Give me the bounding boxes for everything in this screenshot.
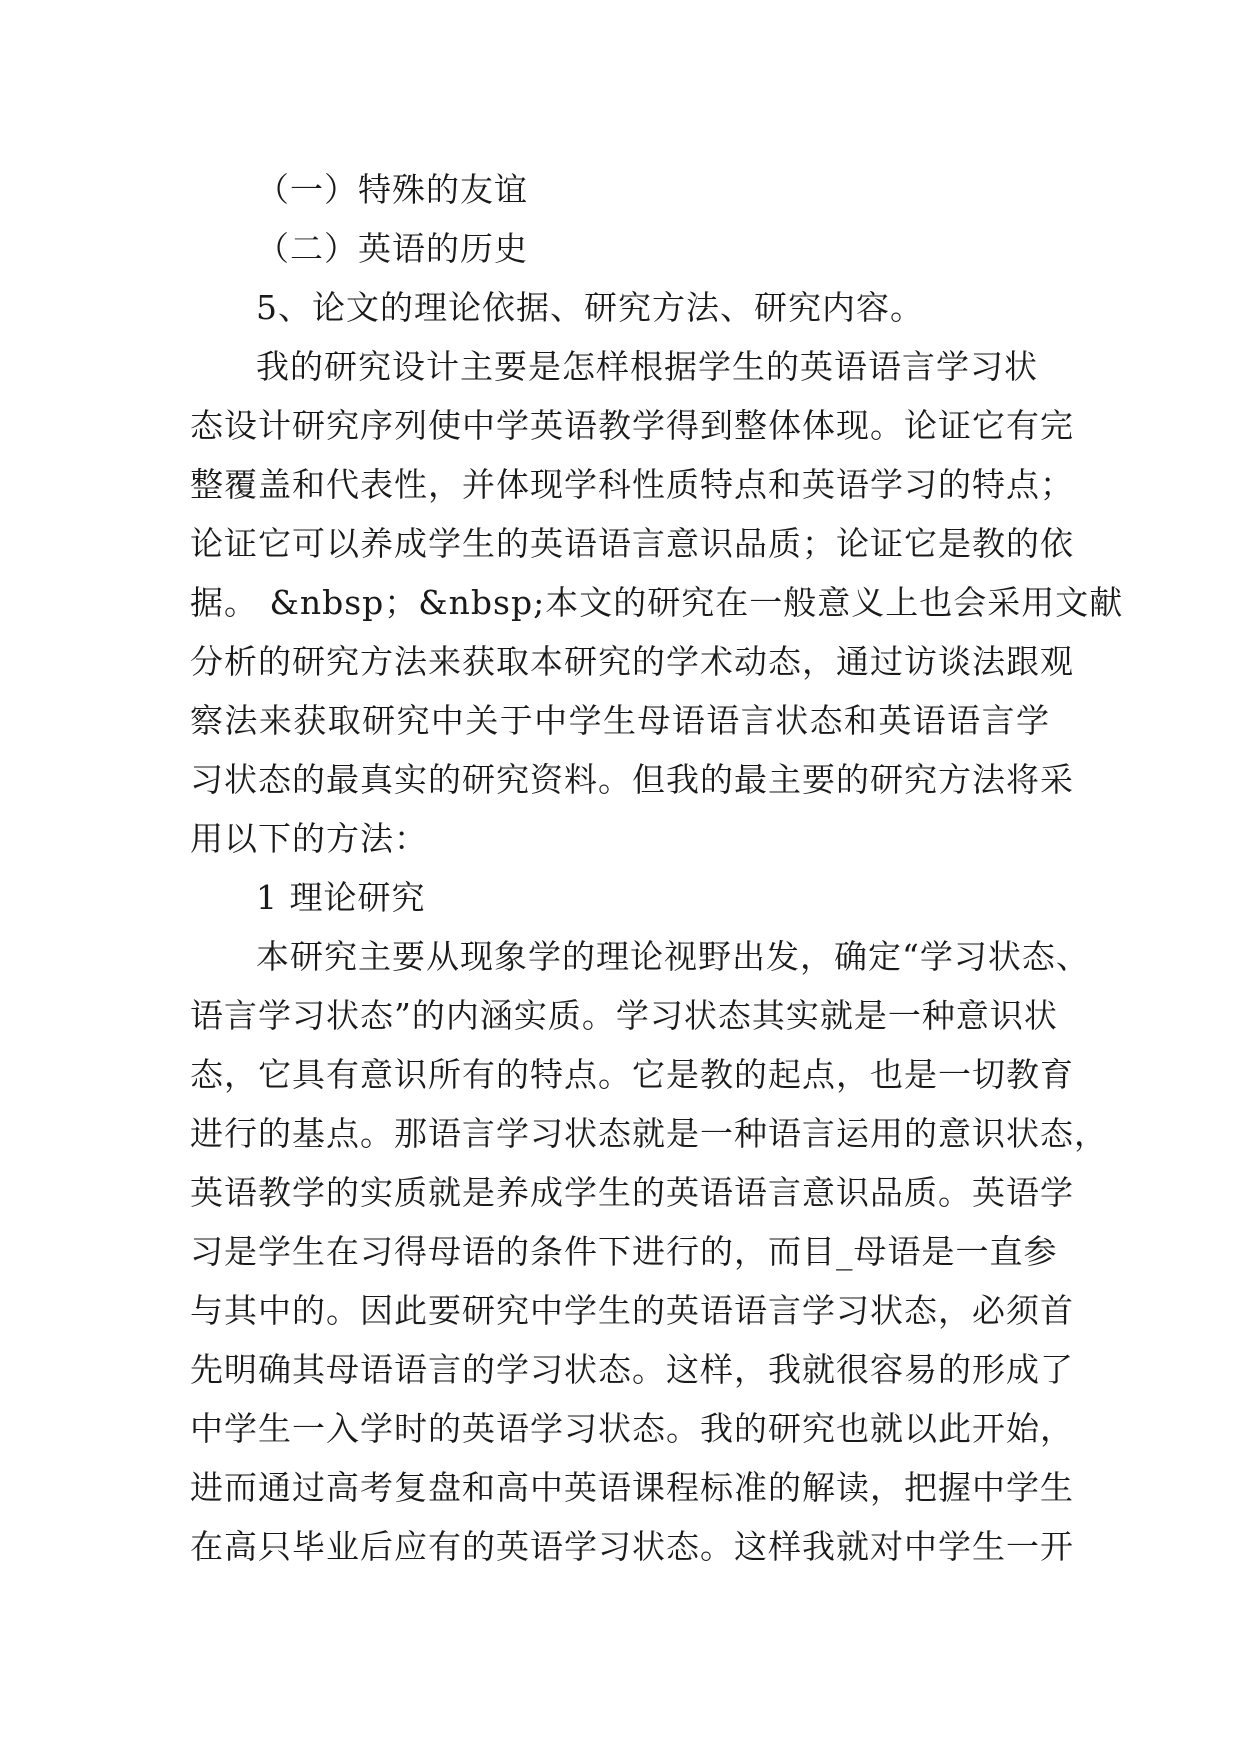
paragraph-line: 整覆盖和代表性，并体现学科性质特点和英语学习的特点；	[190, 465, 1074, 504]
method-title: 1 理论研究	[256, 878, 426, 917]
paragraph-line: 我的研究设计主要是怎样根据学生的英语语言学习状	[256, 347, 1038, 386]
document-body	[190, 160, 1124, 1576]
paragraph-line: 与其中的。因此要研究中学生的英语语言学习状态，必须首	[190, 1291, 1074, 1330]
paragraph-line: 先明确其母语语言的学习状态。这样，我就很容易的形成了	[190, 1350, 1074, 1389]
paragraph-line: 态设计研究序列使中学英语教学得到整体体现。论证它有完	[190, 406, 1074, 445]
paragraph-line: 语言学习状态”的内涵实质。学习状态其实就是一种意识状	[190, 996, 1058, 1035]
paragraph-line: 习状态的最真实的研究资料。但我的最主要的研究方法将采	[190, 760, 1074, 799]
paragraph-line: 论证它可以养成学生的英语语言意识品质；论证它是教的依	[190, 524, 1074, 563]
paragraph-line: 用以下的方法：	[190, 819, 428, 858]
paragraph-theory-research	[190, 927, 1108, 1576]
paragraph-line: 据。 &nbsp；&nbsp;本文的研究在一般意义上也会采用文献	[190, 583, 1124, 622]
paragraph-research-design	[190, 337, 1124, 868]
paragraph-line: 中学生一入学时的英语学习状态。我的研究也就以此开始，	[190, 1409, 1074, 1448]
paragraph-line: 在高只毕业后应有的英语学习状态。这样我就对中学生一开	[190, 1527, 1074, 1566]
paragraph-line: 英语教学的实质就是养成学生的英语语言意识品质。英语学	[190, 1173, 1074, 1212]
paragraph-line: 进行的基点。那语言学习状态就是一种语言运用的意识状态，	[190, 1114, 1108, 1153]
paragraph-line: 态，它具有意识所有的特点。它是教的起点，也是一切教育	[190, 1055, 1074, 1094]
section-title: 5、论文的理论依据、研究方法、研究内容。	[256, 288, 924, 327]
paragraph-line: 习是学生在习得母语的条件下进行的，而目_母语是一直参	[190, 1232, 1058, 1271]
subheading-friendship: （一）特殊的友谊	[256, 170, 528, 209]
paragraph-line: 察法来获取研究中关于中学生母语语言状态和英语语言学	[190, 701, 1050, 740]
subheading-english-history: （二）英语的历史	[256, 229, 528, 268]
paragraph-line: 进而通过高考复盘和高中英语课程标准的解读，把握中学生	[190, 1468, 1074, 1507]
paragraph-line: 本研究主要从现象学的理论视野出发，确定“学习状态、	[256, 937, 1090, 976]
paragraph-line: 分析的研究方法来获取本研究的学术动态，通过访谈法跟观	[190, 642, 1074, 681]
